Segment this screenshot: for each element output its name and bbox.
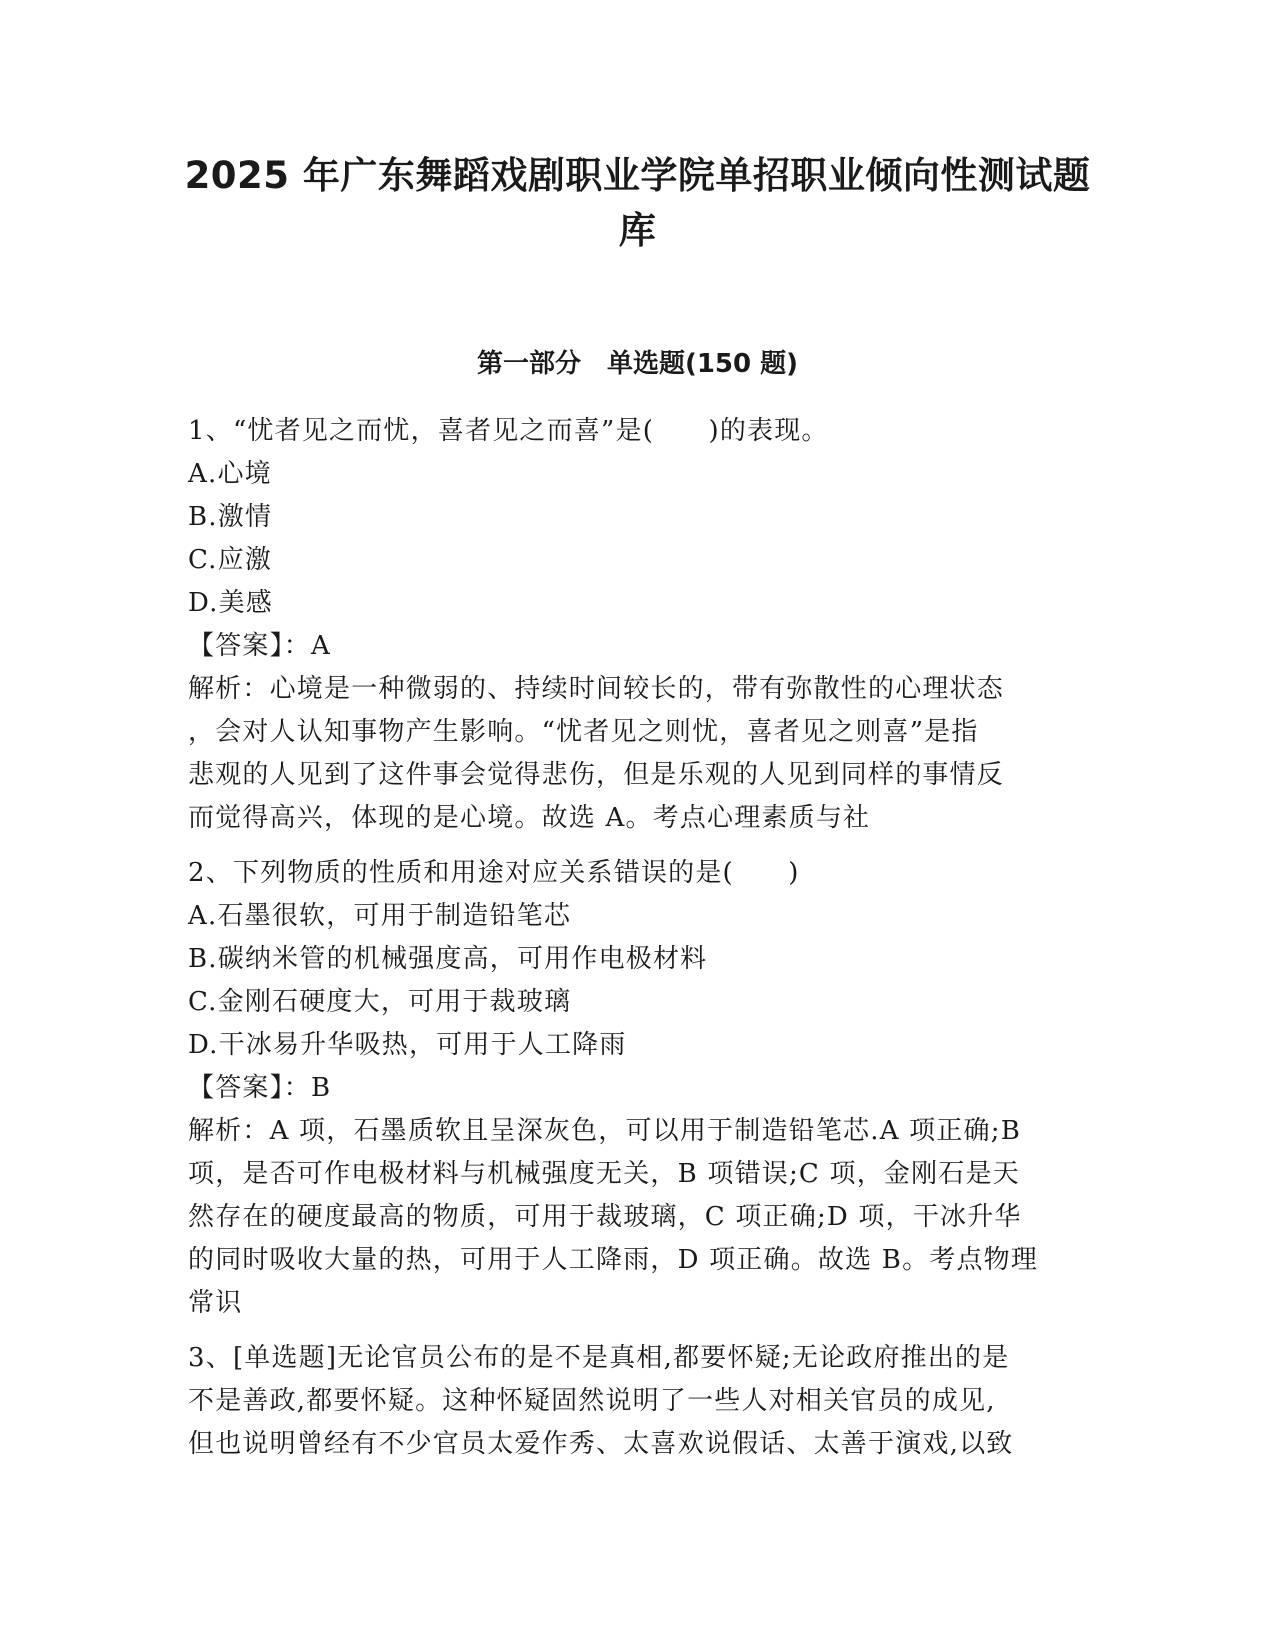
answer: 【答案】：B — [188, 1073, 332, 1103]
question-stem: 1、“忧者见之而忧，喜者见之而喜”是( )的表现。 — [188, 416, 829, 446]
option-d: D.美感 — [188, 588, 273, 618]
option-a: A.心境 — [188, 459, 272, 489]
question-2 — [188, 852, 1088, 1325]
title-line-2: 库 — [618, 209, 657, 252]
title-line-1: 2025 年广东舞蹈戏剧职业学院单招职业倾向性测试题 — [184, 154, 1091, 197]
question-stem-line: 3、[单选题]无论官员公布的是不是真相,都要怀疑;无论政府推出的是 — [188, 1343, 1010, 1373]
question-stem: 2、下列物质的性质和用途对应关系错误的是( ) — [188, 858, 800, 888]
answer: 【答案】：A — [188, 631, 331, 661]
analysis-line: 的同时吸收大量的热，可用于人工降雨，D 项正确。故选 B。考点物理 — [188, 1245, 1039, 1275]
option-b: B.激情 — [188, 502, 273, 532]
option-b: B.碳纳米管的机械强度高，可用作电极材料 — [188, 944, 708, 974]
option-c: C.金刚石硬度大，可用于裁玻璃 — [188, 987, 572, 1017]
analysis-line: 然存在的硬度最高的物质，可用于裁玻璃，C 项正确;D 项，干冰升华 — [188, 1202, 1022, 1232]
question-list — [188, 410, 1088, 1478]
section-title: 第一部分 单选题(150 题) — [476, 349, 799, 379]
analysis-line: 解析：A 项，石墨质软且呈深灰色，可以用于制造铅笔芯.A 项正确;B — [188, 1116, 1022, 1146]
analysis-line: 而觉得高兴，体现的是心境。故选 A。考点心理素质与社 — [188, 803, 871, 833]
option-c: C.应激 — [188, 545, 273, 575]
option-a: A.石墨很软，可用于制造铅笔芯 — [188, 901, 572, 931]
question-stem-line: 不是善政,都要怀疑。这种怀疑固然说明了一些人对相关官员的成见, — [188, 1386, 996, 1416]
question-3 — [188, 1337, 1088, 1466]
document-title — [150, 148, 1125, 258]
analysis-line: 解析：心境是一种微弱的、持续时间较长的，带有弥散性的心理状态 — [188, 674, 1005, 704]
question-stem-line: 但也说明曾经有不少官员太爱作秀、太喜欢说假话、太善于演戏,以致 — [188, 1429, 1014, 1459]
option-d: D.干冰易升华吸热，可用于人工降雨 — [188, 1030, 627, 1060]
analysis-line: ，会对人认知事物产生影响。“忧者见之则忧，喜者见之则喜”是指 — [188, 717, 979, 747]
analysis-line: 常识 — [188, 1288, 243, 1318]
question-1 — [188, 410, 1088, 840]
analysis-line: 悲观的人见到了这件事会觉得悲伤，但是乐观的人见到同样的事情反 — [188, 760, 1005, 790]
analysis-line: 项，是否可作电极材料与机械强度无关，B 项错误;C 项，金刚石是天 — [188, 1159, 1020, 1189]
